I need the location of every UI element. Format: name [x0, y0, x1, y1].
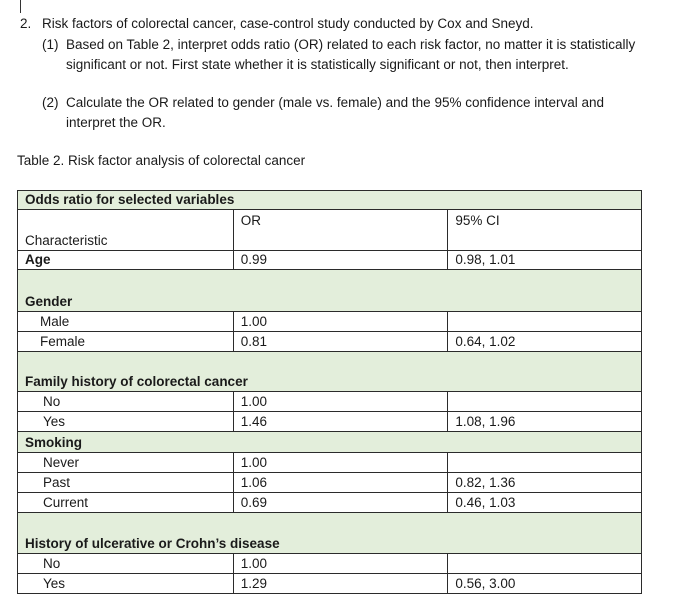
ibd-title: History of ulcerative or Crohn’s disease — [18, 513, 642, 554]
family-yes-or: 1.46 — [233, 412, 448, 432]
risk-factor-table — [17, 190, 642, 594]
section-gender — [18, 270, 642, 312]
female-ci: 0.64, 1.02 — [448, 332, 642, 352]
family-title: Family history of colorectal cancer — [18, 352, 642, 392]
table-row — [18, 453, 642, 473]
part-label: (1) — [42, 37, 59, 52]
smoking-past-ci: 0.82, 1.36 — [448, 473, 642, 493]
smoking-title: Smoking — [18, 432, 642, 453]
section-family-history — [18, 352, 642, 392]
ibd-yes-label: Yes — [18, 574, 234, 594]
ibd-yes-or: 1.29 — [233, 574, 448, 594]
part-text: Based on Table 2, interpret odds ratio (OR) related to each risk factor, no matter it is statistically significant or not. First state whether it is statistically significant or not, then interpret. — [66, 37, 636, 72]
question-text: Risk factors of colorectal cancer, case-control study conducted by Cox and Sneyd. — [42, 16, 534, 31]
male-ci — [448, 312, 642, 332]
age-ci: 0.98, 1.01 — [448, 251, 642, 270]
table-row — [18, 412, 642, 432]
family-no-ci — [448, 392, 642, 412]
table-row — [18, 574, 642, 594]
smoking-current-label: Current — [18, 493, 234, 513]
age-label: Age — [18, 251, 234, 270]
table-banner: Odds ratio for selected variables — [18, 191, 642, 210]
question-number: 2. — [20, 16, 32, 31]
female-label: Female — [18, 332, 234, 352]
ci-header: 95% CI — [448, 210, 642, 251]
smoking-never-label: Never — [18, 453, 234, 473]
table-row — [18, 332, 642, 352]
ibd-no-or: 1.00 — [233, 554, 448, 574]
family-yes-label: Yes — [18, 412, 234, 432]
table-row — [18, 493, 642, 513]
table-row — [18, 251, 642, 270]
male-label: Male — [18, 312, 234, 332]
ibd-no-ci — [448, 554, 642, 574]
section-smoking — [18, 432, 642, 453]
table-row — [18, 392, 642, 412]
text-cursor — [20, 0, 21, 13]
table-caption: Table 2. Risk factor analysis of colorectal cancer — [17, 153, 306, 168]
male-or: 1.00 — [233, 312, 448, 332]
smoking-never-or: 1.00 — [233, 453, 448, 473]
age-or: 0.99 — [233, 251, 448, 270]
ibd-no-label: No — [18, 554, 234, 574]
header-row — [18, 210, 642, 251]
or-header: OR — [233, 210, 448, 251]
smoking-past-or: 1.06 — [233, 473, 448, 493]
family-yes-ci: 1.08, 1.96 — [448, 412, 642, 432]
family-no-label: No — [18, 392, 234, 412]
smoking-never-ci — [448, 453, 642, 473]
table-row — [18, 554, 642, 574]
part-label: (2) — [42, 95, 59, 110]
table-banner-row — [18, 191, 642, 210]
smoking-current-ci: 0.46, 1.03 — [448, 493, 642, 513]
gender-title: Gender — [18, 270, 642, 312]
table-row — [18, 473, 642, 493]
table-row — [18, 312, 642, 332]
family-no-or: 1.00 — [233, 392, 448, 412]
smoking-current-or: 0.69 — [233, 493, 448, 513]
part-text: Calculate the OR related to gender (male vs. female) and the 95% confidence interval and interpret the OR. — [66, 95, 605, 130]
characteristic-header: Characteristic — [18, 210, 234, 251]
smoking-past-label: Past — [18, 473, 234, 493]
ibd-yes-ci: 0.56, 3.00 — [448, 574, 642, 594]
section-ibd-history — [18, 513, 642, 554]
female-or: 0.81 — [233, 332, 448, 352]
